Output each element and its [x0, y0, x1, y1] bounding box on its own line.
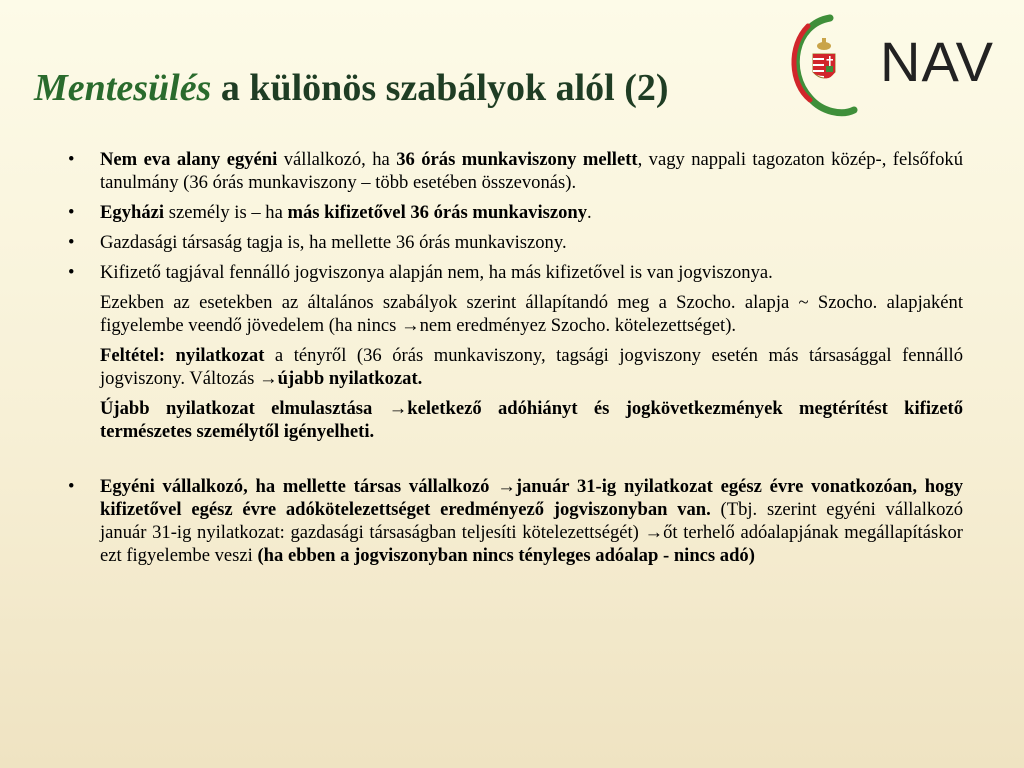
bullet-icon: • — [68, 202, 75, 223]
item-1-bold-1: Nem eva alany egyéni — [100, 149, 278, 170]
item-2-text-1: személy is – ha — [164, 202, 288, 223]
sub-2-bold-2: újabb nyilatkozat. — [277, 368, 423, 389]
item-1-text-2: , vagy nappali tagozaton közép-, felsőfokú tanulmány (36 órás munkaviszony – több esetében összevonás). — [100, 149, 964, 193]
item-4-text-1: Kifizető tagjával fennálló jogviszonya alapján nem, ha más kifizetővel is van jogviszonya. — [100, 262, 773, 283]
item-2-bold-2: más kifizetővel 36 órás munkaviszony — [287, 202, 588, 223]
slide-content — [68, 148, 963, 574]
item-2-text-2: . — [587, 202, 592, 223]
item-1-bold-2: 36 órás munkaviszony mellett — [396, 149, 638, 170]
bullet-icon: • — [68, 232, 75, 253]
sub-paragraph-3 — [68, 397, 963, 443]
item-5-bold-1: Egyéni vállalkozó, ha mellette társas vállalkozó →január 31-ig nyilatkozat egész évre vonatkozóan, hogy kifizetővel egész évre adókötelezettséget eredményező jogviszonyban van. — [100, 476, 963, 520]
sub-paragraph-2 — [68, 344, 963, 390]
sub-2-bold-1: Feltétel: nyilatkozat — [100, 345, 265, 366]
bullet-item-5 — [68, 475, 963, 567]
item-2-bold-1: Egyházi — [100, 202, 165, 223]
nav-wordmark: NAV — [880, 30, 994, 93]
item-3-text-1: Gazdasági társaság tagja is, ha mellette 36 órás munkaviszony. — [100, 232, 567, 253]
sub-3-bold-1: Újabb nyilatkozat elmulasztása →keletkező adóhiányt és jogkövetkezmények megtérítést kifizető természetes személytől igényelheti. — [100, 398, 963, 442]
bullet-item-2 — [68, 201, 963, 224]
bullet-icon: • — [68, 262, 75, 283]
sub-paragraph-1 — [68, 291, 963, 337]
bullet-icon: • — [68, 149, 75, 170]
sub-1-text: Ezekben az esetekben az általános szabályok szerint állapítandó meg a Szocho. alapja ~ Szocho. alapjaként figyelembe veendő jövedelem (ha nincs →nem eredményez Szocho. kötelezettséget). — [100, 292, 963, 336]
item-5-bold-2: (ha ebben a jogviszonyban nincs tényleges adóalap - nincs adó) — [257, 545, 755, 566]
bullet-item-3 — [68, 231, 963, 254]
bullet-item-1 — [68, 148, 963, 194]
item-1-text-1: vállalkozó, ha — [277, 149, 397, 170]
sub-2-text-1: a tényről (36 órás munkaviszony, tagsági jogviszony esetén más társasággal fennálló jogviszony. Változás → — [100, 345, 964, 389]
bullet-item-4 — [68, 261, 963, 284]
item-5-text-1: (Tbj. szerint egyéni vállalkozó január 31-ig nyilatkozat: gazdasági társaságban teljesíti kötelezettségét) →őt terhelő adóalapjának megállapításkor ezt figyelembe veszi — [100, 499, 964, 566]
slide-title-italic: Mentesülés — [34, 67, 212, 109]
bullet-icon: • — [68, 476, 75, 497]
slide-title — [34, 66, 669, 110]
slide-title-rest: a különös szabályok alól (2) — [211, 67, 669, 109]
